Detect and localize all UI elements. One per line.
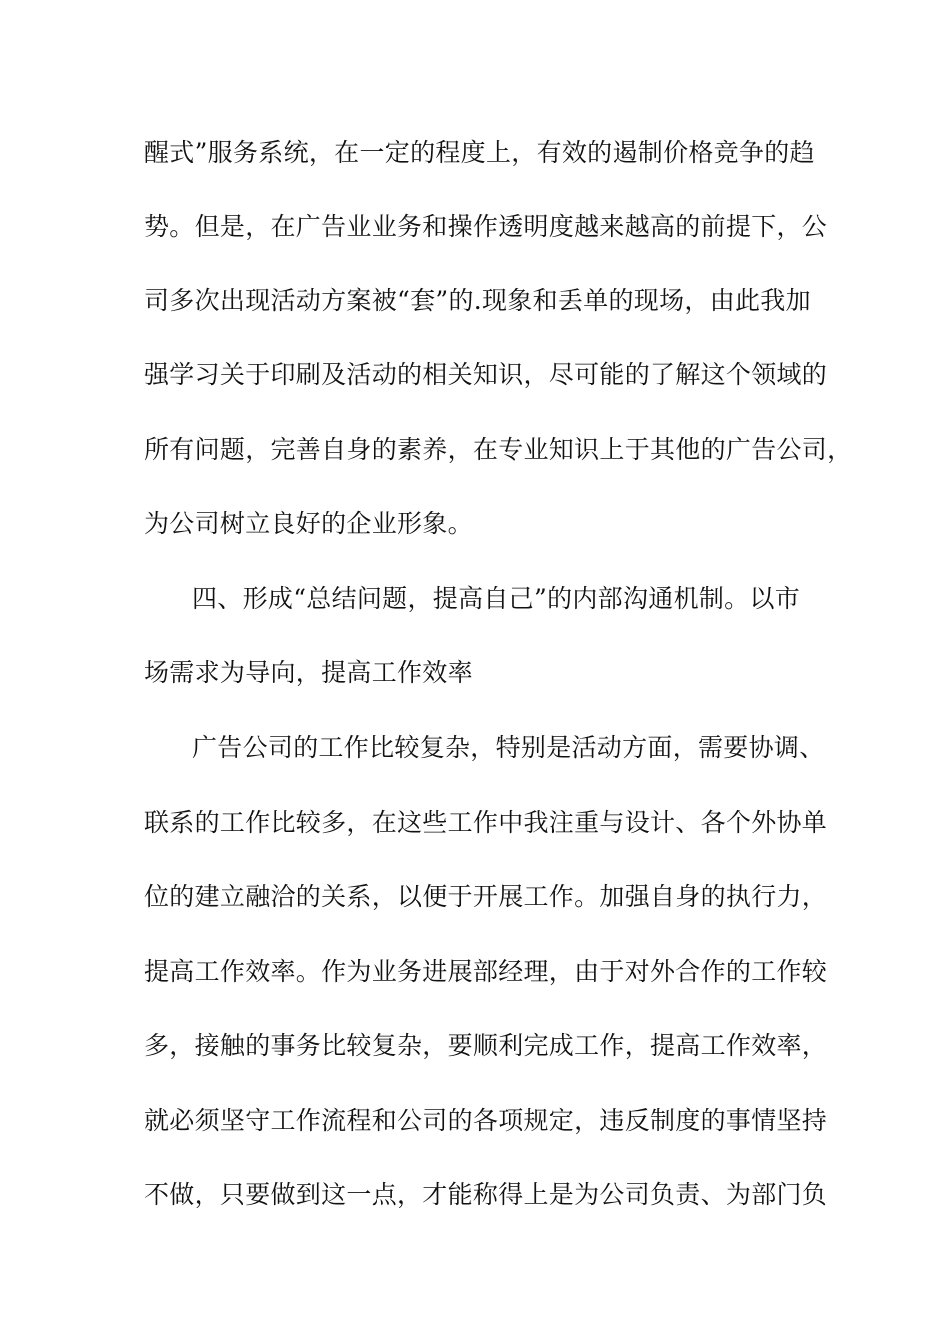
- text-line: 广告公司的工作比较复杂，特别是活动方面，需要协调、: [192, 733, 825, 762]
- text-line: 位的建立融洽的关系，以便于开展工作。加强自身的执行力，: [144, 882, 828, 911]
- text-line: 就必须坚守工作流程和公司的各项规定，违反制度的事情坚持: [144, 1106, 828, 1135]
- section-heading-line: 四、形成“总结问题，提高自己”的内部沟通机制。以市: [192, 584, 801, 613]
- section-heading-line: 场需求为导向，提高工作效率: [144, 658, 473, 687]
- text-line: 醒式”服务系统，在一定的程度上，有效的遏制价格竞争的趋: [144, 138, 815, 167]
- text-line: 提高工作效率。作为业务进展部经理，由于对外合作的工作较: [144, 957, 828, 986]
- text-line: 多，接触的事务比较复杂，要顺利完成工作，提高工作效率，: [144, 1031, 828, 1060]
- text-line: 势。但是，在广告业业务和操作透明度越来越高的前提下，公: [144, 212, 828, 241]
- text-line: 所有问题，完善自身的素养，在专业知识上于其他的广告公司，: [144, 435, 853, 464]
- text-line: 为公司树立良好的企业形象。: [144, 509, 473, 538]
- text-line: 强学习关于印刷及活动的相关知识，尽可能的了解这个领域的: [144, 360, 828, 389]
- text-line: 司多次出现活动方案被“套”的.现象和丢单的现场，由此我加: [144, 286, 811, 315]
- text-line: 联系的工作比较多，在这些工作中我注重与设计、各个外协单: [144, 808, 828, 837]
- text-line: 不做，只要做到这一点，才能称得上是为公司负责、为部门负: [144, 1180, 828, 1209]
